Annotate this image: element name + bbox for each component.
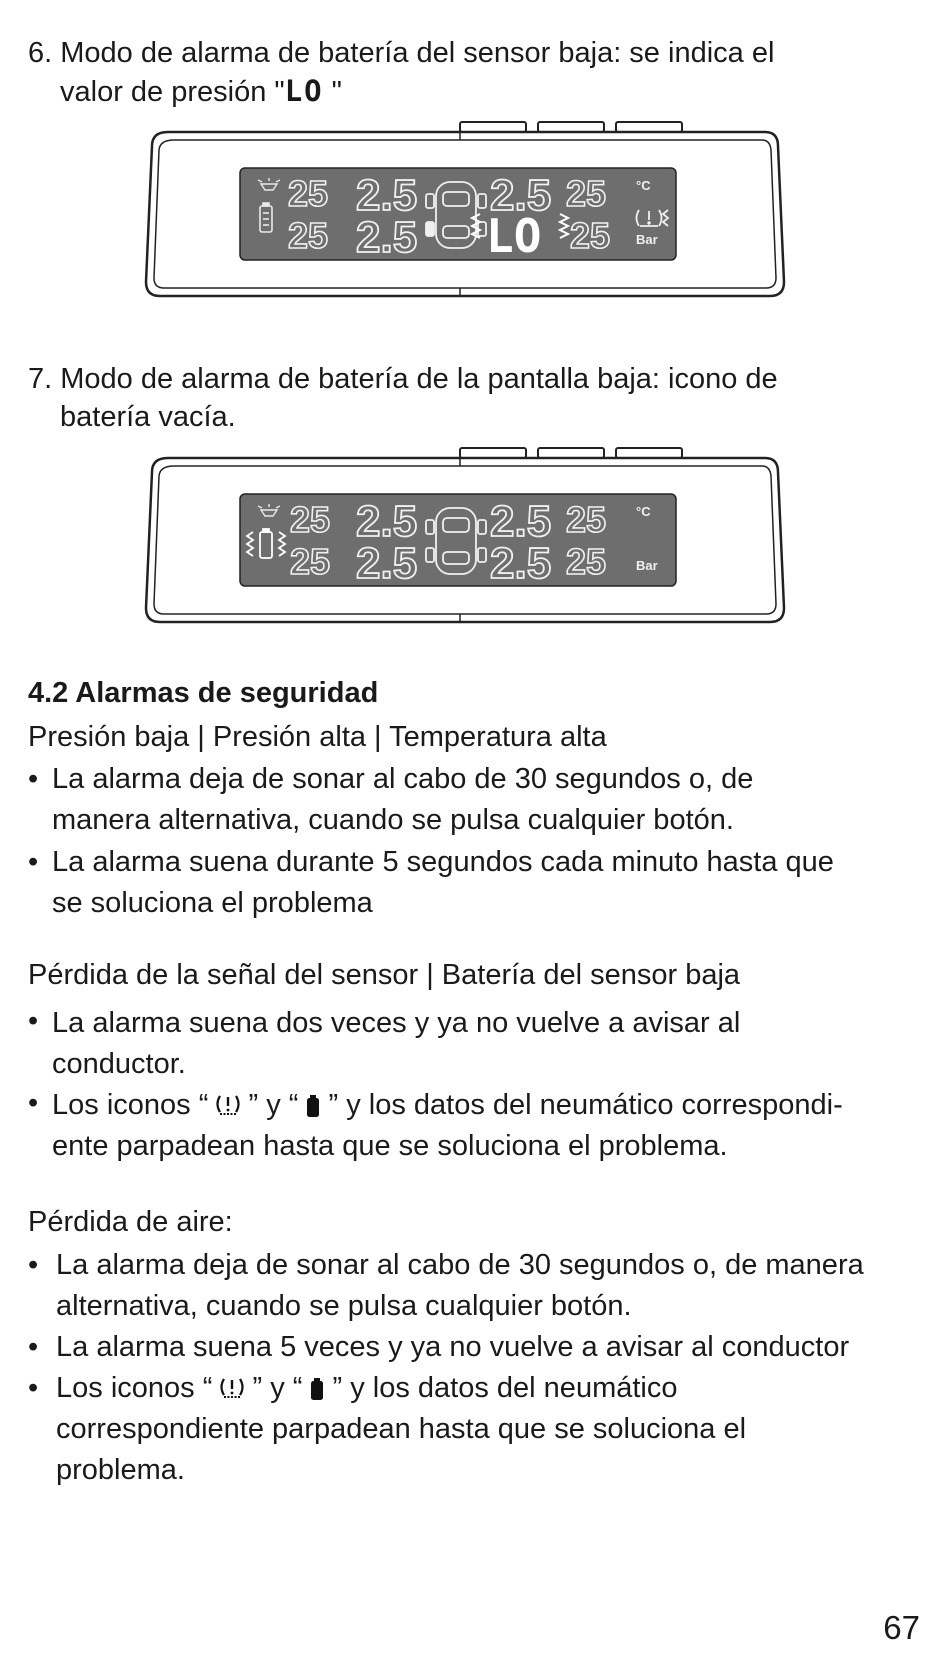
tire-pressure-warning-icon [220, 1375, 244, 1401]
unit-celsius: °C [636, 504, 651, 519]
bullet-dot: • [28, 1372, 39, 1404]
rear-right-temp: 25 [566, 541, 607, 582]
bullet-dot: • [28, 1005, 39, 1037]
bullet-dot: • [28, 1249, 39, 1281]
device-button-2 [538, 448, 604, 458]
front-left-pressure: 2.5 [356, 171, 418, 220]
section-6-line-2 [60, 74, 342, 109]
front-right-pressure: 2.5 [490, 171, 552, 220]
device-button-2 [538, 122, 604, 132]
device-button-1 [460, 448, 526, 458]
page-number: 67 [883, 1609, 920, 1646]
rear-right-pressure: 2.5 [490, 539, 552, 588]
group-1-bullet-1-line-2: manera alternativa, cuando se pulsa cualquier botón. [52, 804, 734, 836]
group-3-bullet-3-line-2: correspondiente parpadean hasta que se soluciona el [56, 1413, 747, 1445]
front-left-temp: 25 [290, 499, 331, 540]
group-3-bullet-1-line-1: La alarma deja de sonar al cabo de 30 segundos o, de manera [56, 1249, 864, 1281]
device-button-3 [616, 122, 682, 132]
rear-left-pressure: 2.5 [356, 539, 418, 588]
tire-pressure-warning-icon [216, 1092, 240, 1118]
front-right-temp: 25 [566, 499, 607, 540]
battery-icon [306, 1094, 320, 1118]
group-2-bullet-1-line-2: conductor. [52, 1048, 186, 1080]
group-3-bullet-3-line-1 [56, 1371, 677, 1405]
rear-left-lo-alarm: LO [486, 209, 542, 263]
device-button-3 [616, 448, 682, 458]
unit-bar: Bar [636, 558, 658, 573]
section-6-line-1: 6. Modo de alarma de batería del sensor baja: se indica el [28, 37, 775, 69]
rear-left-temp: 25 [290, 541, 331, 582]
group-2-bullet-2-mid: ” y “ [240, 1089, 307, 1121]
group-3-bullet-1-line-2: alternativa, cuando se pulsa cualquier botón. [56, 1290, 632, 1322]
tpms-display-screen-battery-low [140, 444, 810, 634]
section-6-line-2-prefix: valor de presión " [60, 76, 285, 108]
group-1-bullet-2-line-1: La alarma suena durante 5 segundos cada minuto hasta que [52, 846, 834, 878]
group-3-bullet-3-line-3: problema. [56, 1454, 185, 1486]
group-2-bullet-2-line-2: ente parpadean hasta que se soluciona el problema. [52, 1130, 728, 1162]
section-heading: 4.2 Alarmas de seguridad [28, 677, 379, 709]
bullet-dot: • [28, 1331, 39, 1363]
group-3-bullet-3-suffix: ” y los datos del neumático [324, 1372, 678, 1404]
group-3-title: Pérdida de aire: [28, 1206, 233, 1238]
group-3-bullet-3-prefix: Los iconos “ [56, 1372, 221, 1404]
tpms-display-sensor-battery-low [140, 118, 810, 308]
group-2-title: Pérdida de la señal del sensor | Batería del sensor baja [28, 959, 741, 991]
rear-right-temp: 25 [570, 215, 611, 256]
group-1-title: Presión baja | Presión alta | Temperatura alta [28, 721, 607, 753]
group-1-bullet-1-line-1: La alarma deja de sonar al cabo de 30 segundos o, de [52, 763, 754, 795]
front-left-pressure: 2.5 [356, 497, 418, 546]
section-6-line-2-suffix: " [323, 76, 342, 108]
group-3-bullet-3-mid: ” y “ [244, 1372, 311, 1404]
bullet-dot: • [28, 1087, 39, 1119]
bullet-dot: • [28, 846, 39, 878]
unit-celsius: °C [636, 178, 651, 193]
group-2-bullet-2-line-1 [52, 1088, 843, 1122]
front-right-pressure: 2.5 [490, 497, 552, 546]
group-2-bullet-2-suffix: ” y los datos del neumático correspondi- [320, 1089, 843, 1121]
section-7-line-1: 7. Modo de alarma de batería de la pantalla baja: icono de [28, 363, 778, 395]
front-left-temp: 25 [288, 173, 329, 214]
device-button-1 [460, 122, 526, 132]
group-2-bullet-2-prefix: Los iconos “ [52, 1089, 217, 1121]
battery-icon [310, 1377, 324, 1401]
group-3-bullet-2: La alarma suena 5 veces y ya no vuelve a avisar al conductor [56, 1331, 850, 1363]
front-right-temp: 25 [566, 173, 607, 214]
unit-bar: Bar [636, 232, 658, 247]
rear-left-temp: 25 [288, 215, 329, 256]
bullet-dot: • [28, 763, 39, 795]
group-2-bullet-1-line-1: La alarma suena dos veces y ya no vuelve a avisar al [52, 1007, 741, 1039]
rear-left-pressure: 2.5 [356, 213, 418, 262]
section-7-line-2: batería vacía. [60, 401, 236, 433]
group-1-bullet-2-line-2: se soluciona el problema [52, 887, 373, 919]
lo-value-text: LO [284, 74, 324, 108]
